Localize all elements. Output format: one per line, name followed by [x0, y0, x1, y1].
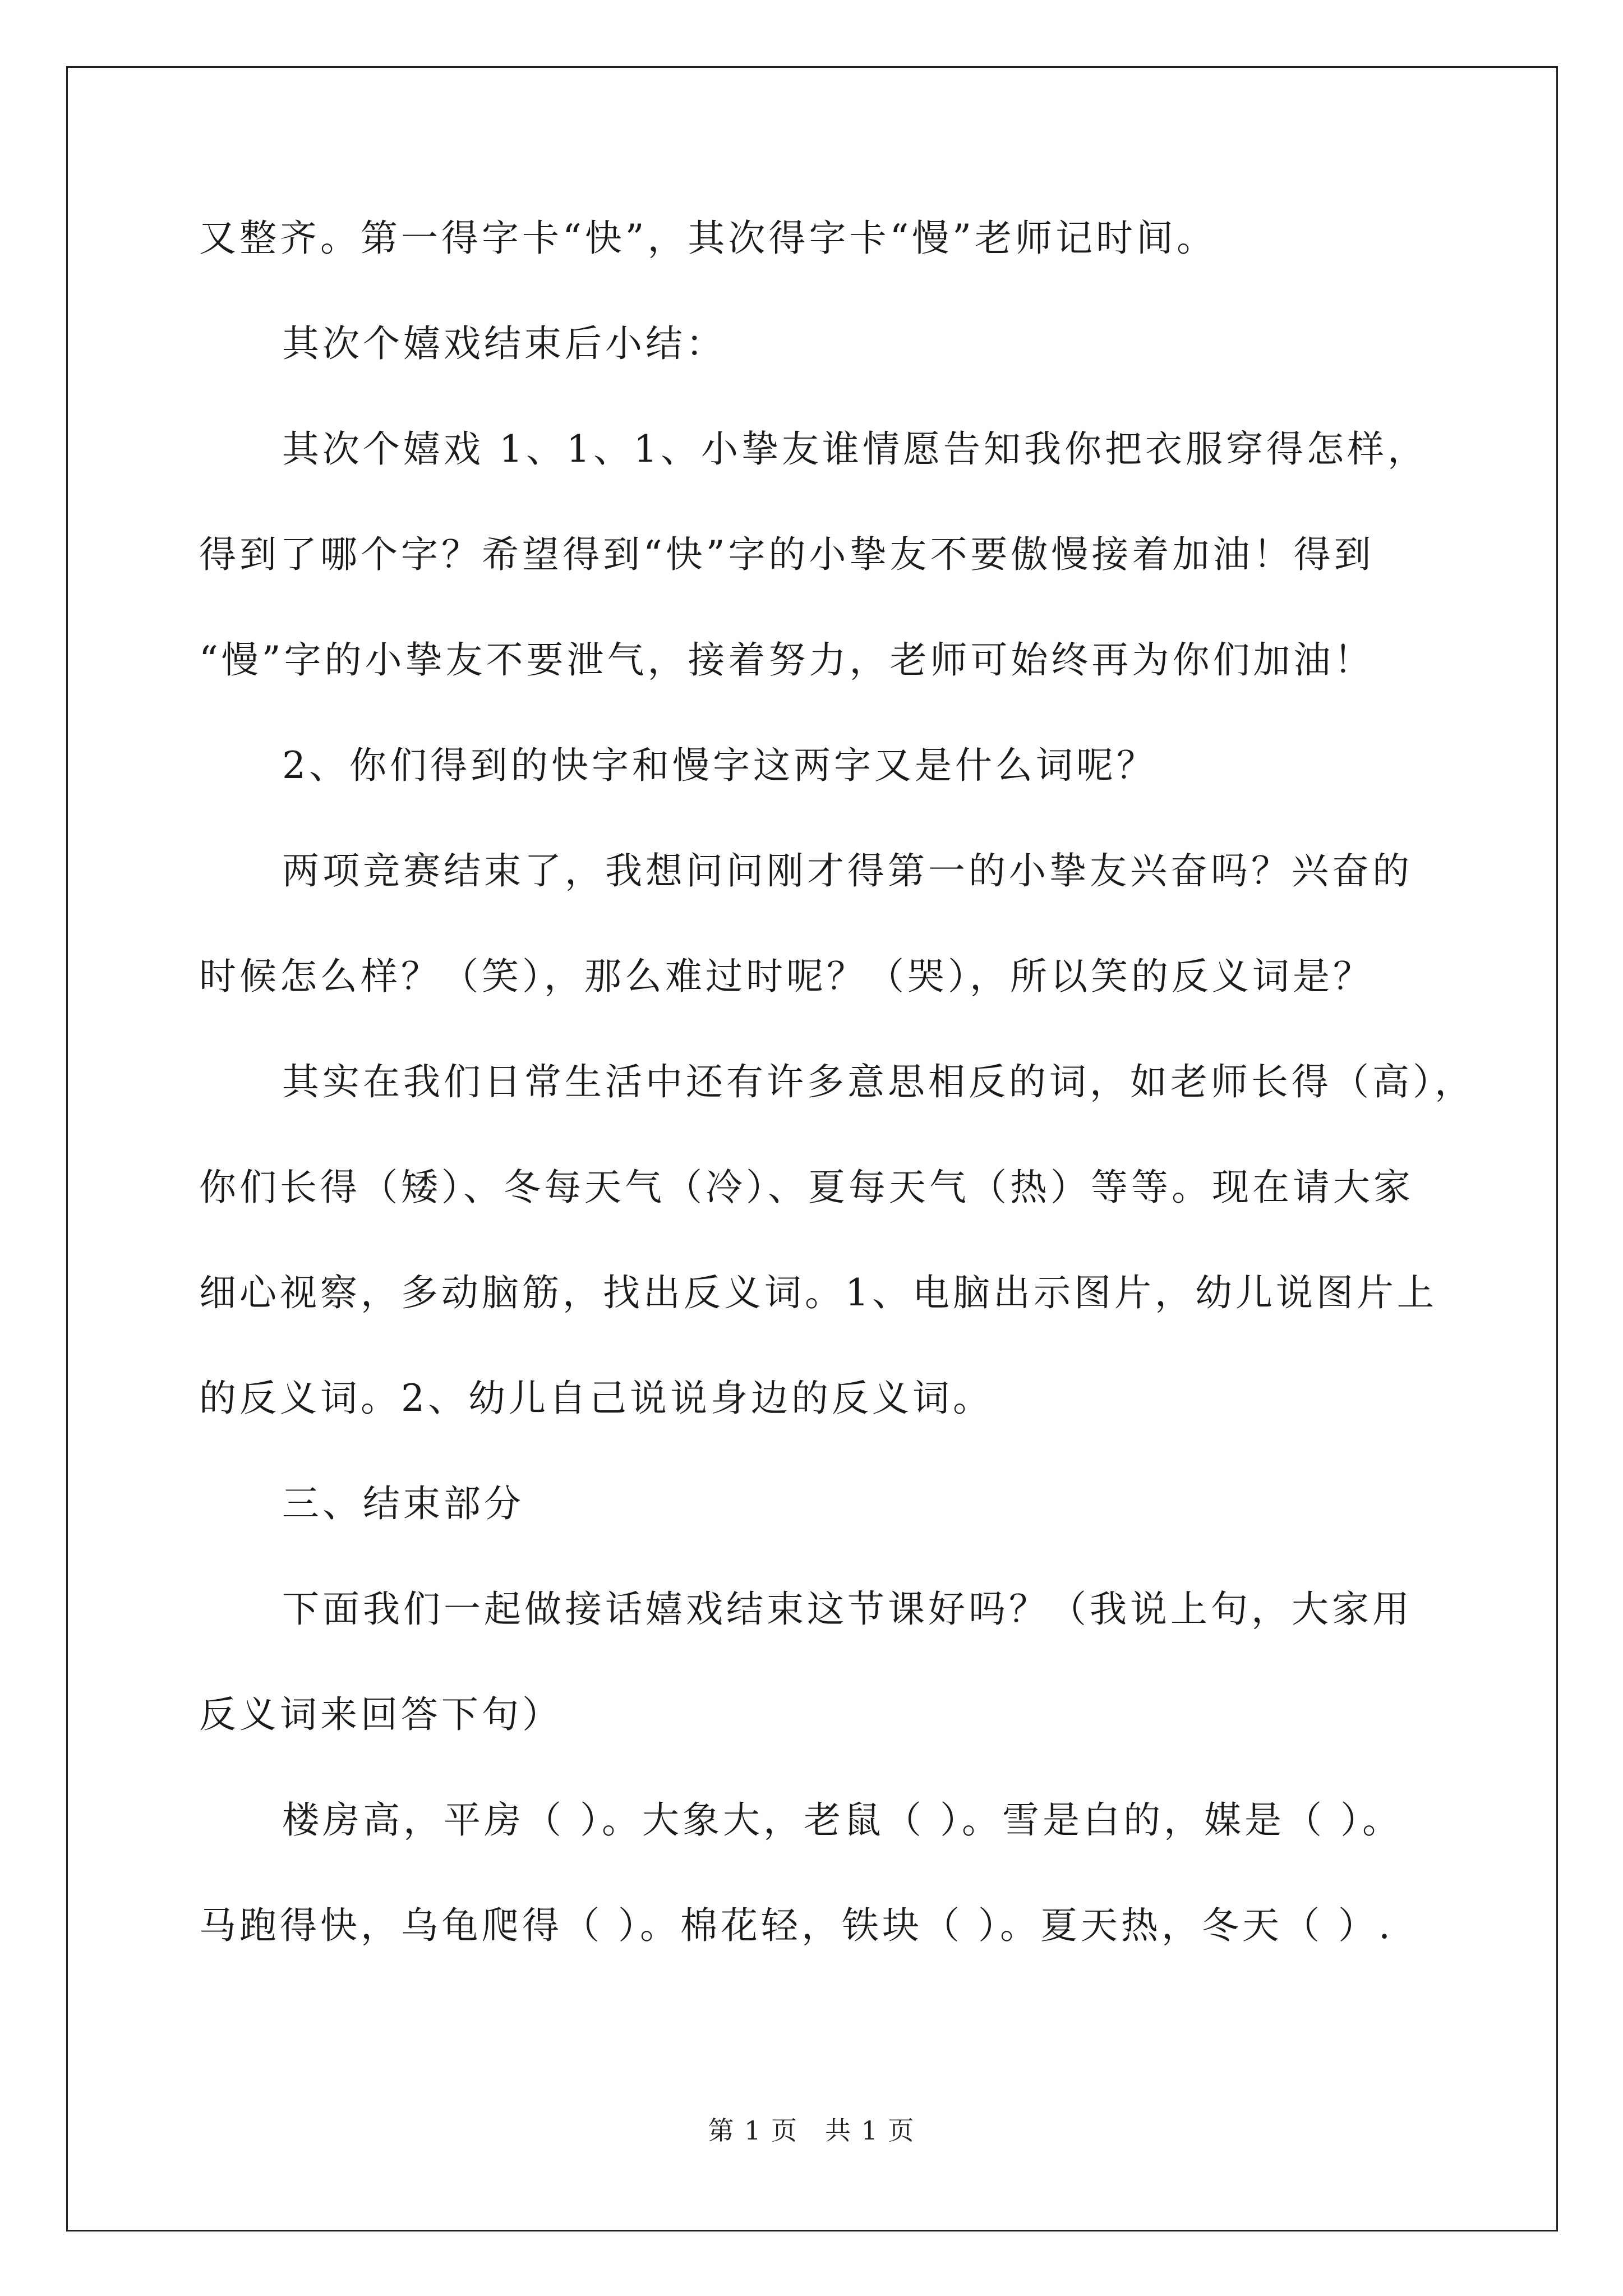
- text-line: 你们长得（矮）、冬每天气（冷）、夏每天气（热）等等。现在请大家: [199, 1166, 1414, 1209]
- section-heading: 三、结束部分: [282, 1482, 524, 1525]
- page-number-footer: 第 1 页 共 1 页: [708, 2115, 915, 2146]
- text-line: 其实在我们日常生活中还有许多意思相反的词，如老师长得（高），: [282, 1060, 1475, 1103]
- text-line: 细心视察，多动脑筋，找出反义词。1、电脑出示图片，幼儿说图片上: [199, 1271, 1437, 1314]
- text-line: 其次个嬉戏结束后小结：: [282, 322, 726, 365]
- text-line: “慢”字的小挚友不要泄气，接着努力，老师可始终再为你们加油！: [199, 638, 1375, 682]
- text-line: 得到了哪个字？希望得到“快”字的小挚友不要傲慢接着加油！得到: [199, 533, 1375, 576]
- text-line: 反义词来回答下句）: [199, 1693, 562, 1736]
- text-line: 时候怎么样？（笑），那么难过时呢？（哭），所以笑的反义词是？: [199, 955, 1373, 998]
- text-line: 下面我们一起做接话嬉戏结束这节课好吗？（我说上句，大家用: [282, 1588, 1413, 1631]
- text-line: 马跑得快，乌龟爬得（ ）。棉花轻，铁块（ ）。夏天热，冬天（ ）.: [199, 1904, 1394, 1947]
- text-line: 楼房高，平房（ ）。大象大，老鼠（ ）。雪是白的，媒是（ ）。: [282, 1798, 1403, 1842]
- text-line: 2、你们得到的快字和慢字这两字又是什么词呢？: [282, 744, 1157, 787]
- text-line: 的反义词。2、幼儿自己说说身边的反义词。: [199, 1377, 993, 1420]
- text-line: 两项竞赛结束了，我想问问刚才得第一的小挚友兴奋吗？兴奋的: [282, 849, 1413, 892]
- text-line: 又整齐。第一得字卡“快”，其次得字卡“慢”老师记时间。: [199, 217, 1217, 260]
- text-line: 其次个嬉戏 1、1、1、小挚友谁情愿告知我你把衣服穿得怎样，: [282, 427, 1428, 471]
